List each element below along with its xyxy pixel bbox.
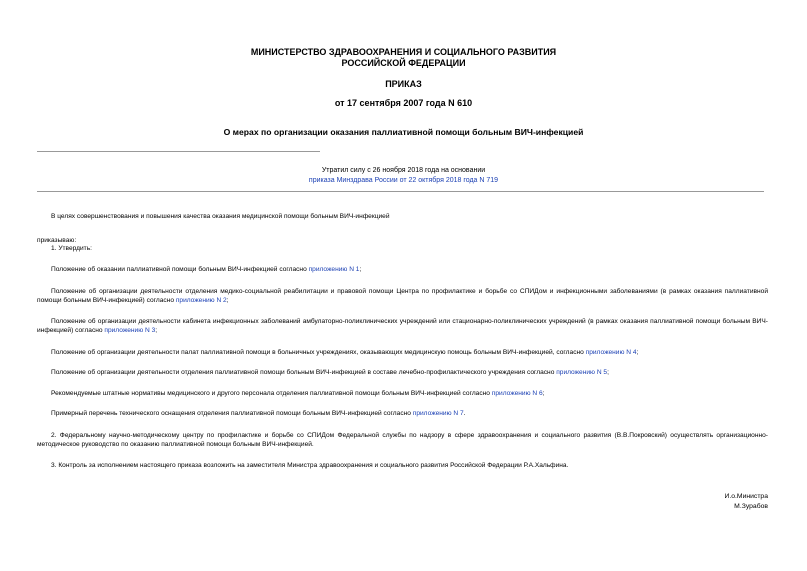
intro-paragraph: В целях совершенствования и повышения качества оказания медицинской помощи больным ВИЧ-инфекцией [51,213,390,220]
appendix-item-5 [37,368,768,377]
appendix-item-5-end: ; [607,369,609,376]
appendix-item-2 [37,287,768,305]
appendix-item-7-end: . [463,410,466,417]
appendix-3-link[interactable]: приложению N 3 [104,327,156,334]
appendix-item-6-end: ; [542,390,545,397]
appendix-item-3 [37,317,768,335]
issuing-organization [0,47,807,69]
order-word: приказываю: [37,237,77,244]
appendix-5-link[interactable]: приложению N 5 [556,369,608,376]
status-note-line-2 [0,176,807,185]
appendix-item-7-text: Примерный перечень технического оснащения отделения паллиативной помощи больным ВИЧ-инфекцией согласно [51,410,413,417]
appendix-item-5-text: Положение об организации деятельности отделения паллиативной помощи больным ВИЧ-инфекцией в составе лечебно-профилактического учреждения согласно [51,369,557,376]
repeal-order-link[interactable]: приказа Минздрава России от 22 октября 2018 года N 719 [308,177,499,184]
appendix-item-4-text: Положение об организации деятельности палат паллиативной помощи в больничных учреждениях, оказывающих медицинскую помощь больным ВИЧ-инфекцией, согласно [51,349,586,356]
signatory-name: М.Зурабов [734,503,768,510]
organization-line-2: РОССИЙСКОЙ ФЕДЕРАЦИИ [341,58,466,68]
appendix-7-link[interactable]: приложению N 7 [412,410,464,417]
appendix-item-6-text: Рекомендуемые штатные нормативы медицинского и другого персонала отделения паллиативной помощи больным ВИЧ-инфекцией согласно [51,390,492,397]
document-type: ПРИКАЗ [385,79,422,89]
appendix-6-link[interactable]: приложению N 6 [491,390,543,397]
document-title: О мерах по организации оказания паллиативной помощи больным ВИЧ-инфекцией [223,127,584,137]
appendix-item-3-end: ; [155,327,158,334]
appendix-item-7 [37,409,768,418]
appendix-item-1-end: ; [359,266,362,273]
divider-top [37,151,320,152]
appendix-2-link[interactable]: приложению N 2 [175,297,227,304]
item-2: 2. Федеральному научно-методическому центру по профилактике и борьбе со СПИДом Федеральной службы по надзору в сфере здравоохранения и социального развития (В.В.Покровский) осуществлять организационно-методическое руководство по оказанию паллиативной помощи больным ВИЧ-инфекцией. [37,432,768,448]
status-note-text: Утратил силу с 26 ноября 2018 года на основании [321,167,486,174]
organization-line-1: МИНИСТЕРСТВО ЗДРАВООХРАНЕНИЯ И СОЦИАЛЬНОГО РАЗВИТИЯ [250,47,557,57]
appendix-4-link[interactable]: приложению N 4 [585,349,637,356]
item-3: 3. Контроль за исполнением настоящего приказа возложить на заместителя Министра здравоохранения и социального развития Российской Федерации Р.А.Хальфина. [51,462,569,469]
appendix-item-2-end: ; [226,297,229,304]
appendix-item-6 [37,389,768,398]
divider-bottom [37,191,764,192]
appendix-item-1 [37,265,768,274]
document-date-number: от 17 сентября 2007 года N 610 [334,98,473,108]
appendix-item-4 [37,348,768,357]
signatory-position: И.о.Министра [724,493,768,500]
appendix-item-2-text: Положение об организации деятельности отделения медико-социальной реабилитации и правовой помощи Центра по профилактике и борьбе со СПИДом и инфекционными заболеваниями (в рамках оказания паллиативной помощи больным ВИЧ-инфекцией) согласно [37,288,768,304]
appendix-1-link[interactable]: приложению N 1 [308,266,360,273]
appendix-item-3-text: Положение об организации деятельности кабинета инфекционных заболеваний амбулаторно-поликлинических учреждений или стационарно-поликлинических учреждений (в рамках оказания паллиативной помощи больным ВИЧ-инфекцией) согласно [37,318,768,334]
item-1: 1. Утвердить: [51,245,92,252]
appendix-item-1-text: Положение об оказании паллиативной помощи больным ВИЧ-инфекцией согласно [51,266,309,273]
appendix-item-4-end: ; [636,349,639,356]
